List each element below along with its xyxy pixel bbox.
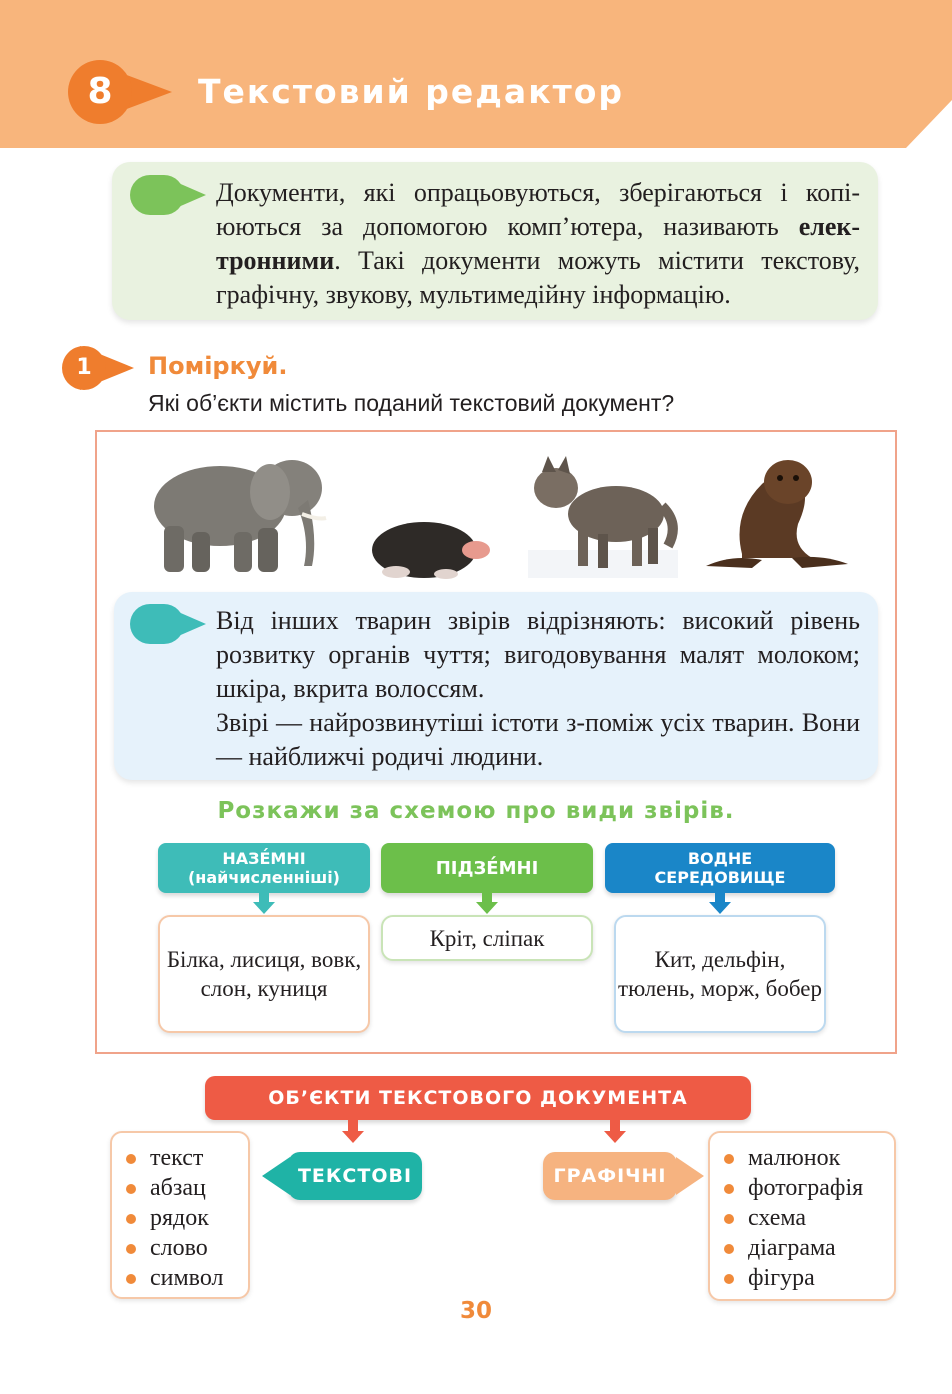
category-land (158, 843, 370, 893)
arrow-down-icon (604, 1131, 626, 1143)
category-underground-examples: Кріт, сліпак (381, 915, 593, 961)
arrow-down-icon (476, 902, 498, 914)
category-land-examples: Білка, лисиця, вовк, слон, куниця (158, 915, 370, 1033)
arrow-down-icon (342, 1131, 364, 1143)
definition-after: . Такі документи можуть містити текстову, графічну, звукову, мультимедійну інформацію. (216, 246, 860, 309)
list-item: абзац (112, 1173, 248, 1203)
textual-objects-pill: ТЕКСТОВІ (288, 1152, 422, 1200)
task-question: Які об’єкти містить поданий текстовий документ? (148, 390, 675, 416)
arrow-down-icon (709, 902, 731, 914)
list-item: текст (112, 1143, 248, 1173)
arrow-left-icon (262, 1157, 290, 1195)
definition-before: Документи, які опрацьовуються, зберігаються і копі-юються за допомогою комп’ютера, називають (216, 178, 860, 241)
list-item: символ (112, 1263, 248, 1293)
list-item: діаграма (710, 1233, 894, 1263)
category-water-subtitle: СЕРЕДОВИЩЕ (654, 868, 786, 887)
textual-objects-list (110, 1131, 250, 1299)
task-title: Поміркуй. (148, 352, 288, 380)
list-item: схема (710, 1203, 894, 1233)
list-item: слово (112, 1233, 248, 1263)
list-item: фотографія (710, 1173, 894, 1203)
category-underground-title: ПІДЗЕ́МНІ (435, 857, 539, 879)
mole-image (366, 506, 496, 582)
green-marker (130, 175, 184, 215)
arrow-right-icon (676, 1157, 704, 1195)
graphic-objects-list (708, 1131, 896, 1301)
category-underground (381, 843, 593, 893)
category-land-title: НАЗЕ́МНІ (222, 849, 306, 868)
objects-title-bar: ОБ’ЄКТИ ТЕКСТОВОГО ДОКУМЕНТА (205, 1076, 751, 1120)
category-water-examples: Кит, дельфін, тюлень, морж, бобер (614, 915, 826, 1033)
wolf-image (528, 454, 678, 578)
graphic-objects-pill: ГРАФІЧНІ (543, 1152, 677, 1200)
arrow-down-icon (253, 902, 275, 914)
teal-marker (130, 604, 184, 644)
chapter-title: Текстовий редактор (198, 72, 625, 111)
category-land-subtitle: (найчисленніші) (187, 868, 340, 887)
list-item: рядок (112, 1203, 248, 1233)
info-paragraph-1: Від інших тварин звірів відрізняють: високий рівень розвитку органів чуття; вигодовування малят молоком; шкіра, вкрита волоссям. (216, 606, 860, 703)
schema-title: Розкажи за схемою про види звірів. (217, 798, 735, 824)
page-number: 30 (459, 1298, 492, 1324)
info-paragraph-2: Звірі — найрозвинутіші істоти з-поміж усіх тварин. Вони — найближчі родичі людини. (216, 708, 860, 771)
elephant-image (142, 448, 338, 578)
sea-lion-image (702, 454, 852, 572)
task-number: 1 (62, 346, 106, 390)
list-item: малюнок (710, 1143, 894, 1173)
list-item: фігура (710, 1263, 894, 1293)
animal-info-text (216, 604, 860, 774)
category-water-title: ВОДНЕ (687, 849, 753, 868)
definition-bold: елек-тронними (216, 212, 860, 275)
category-water (605, 843, 835, 893)
definition-text (216, 176, 860, 312)
chapter-number: 8 (68, 60, 132, 124)
